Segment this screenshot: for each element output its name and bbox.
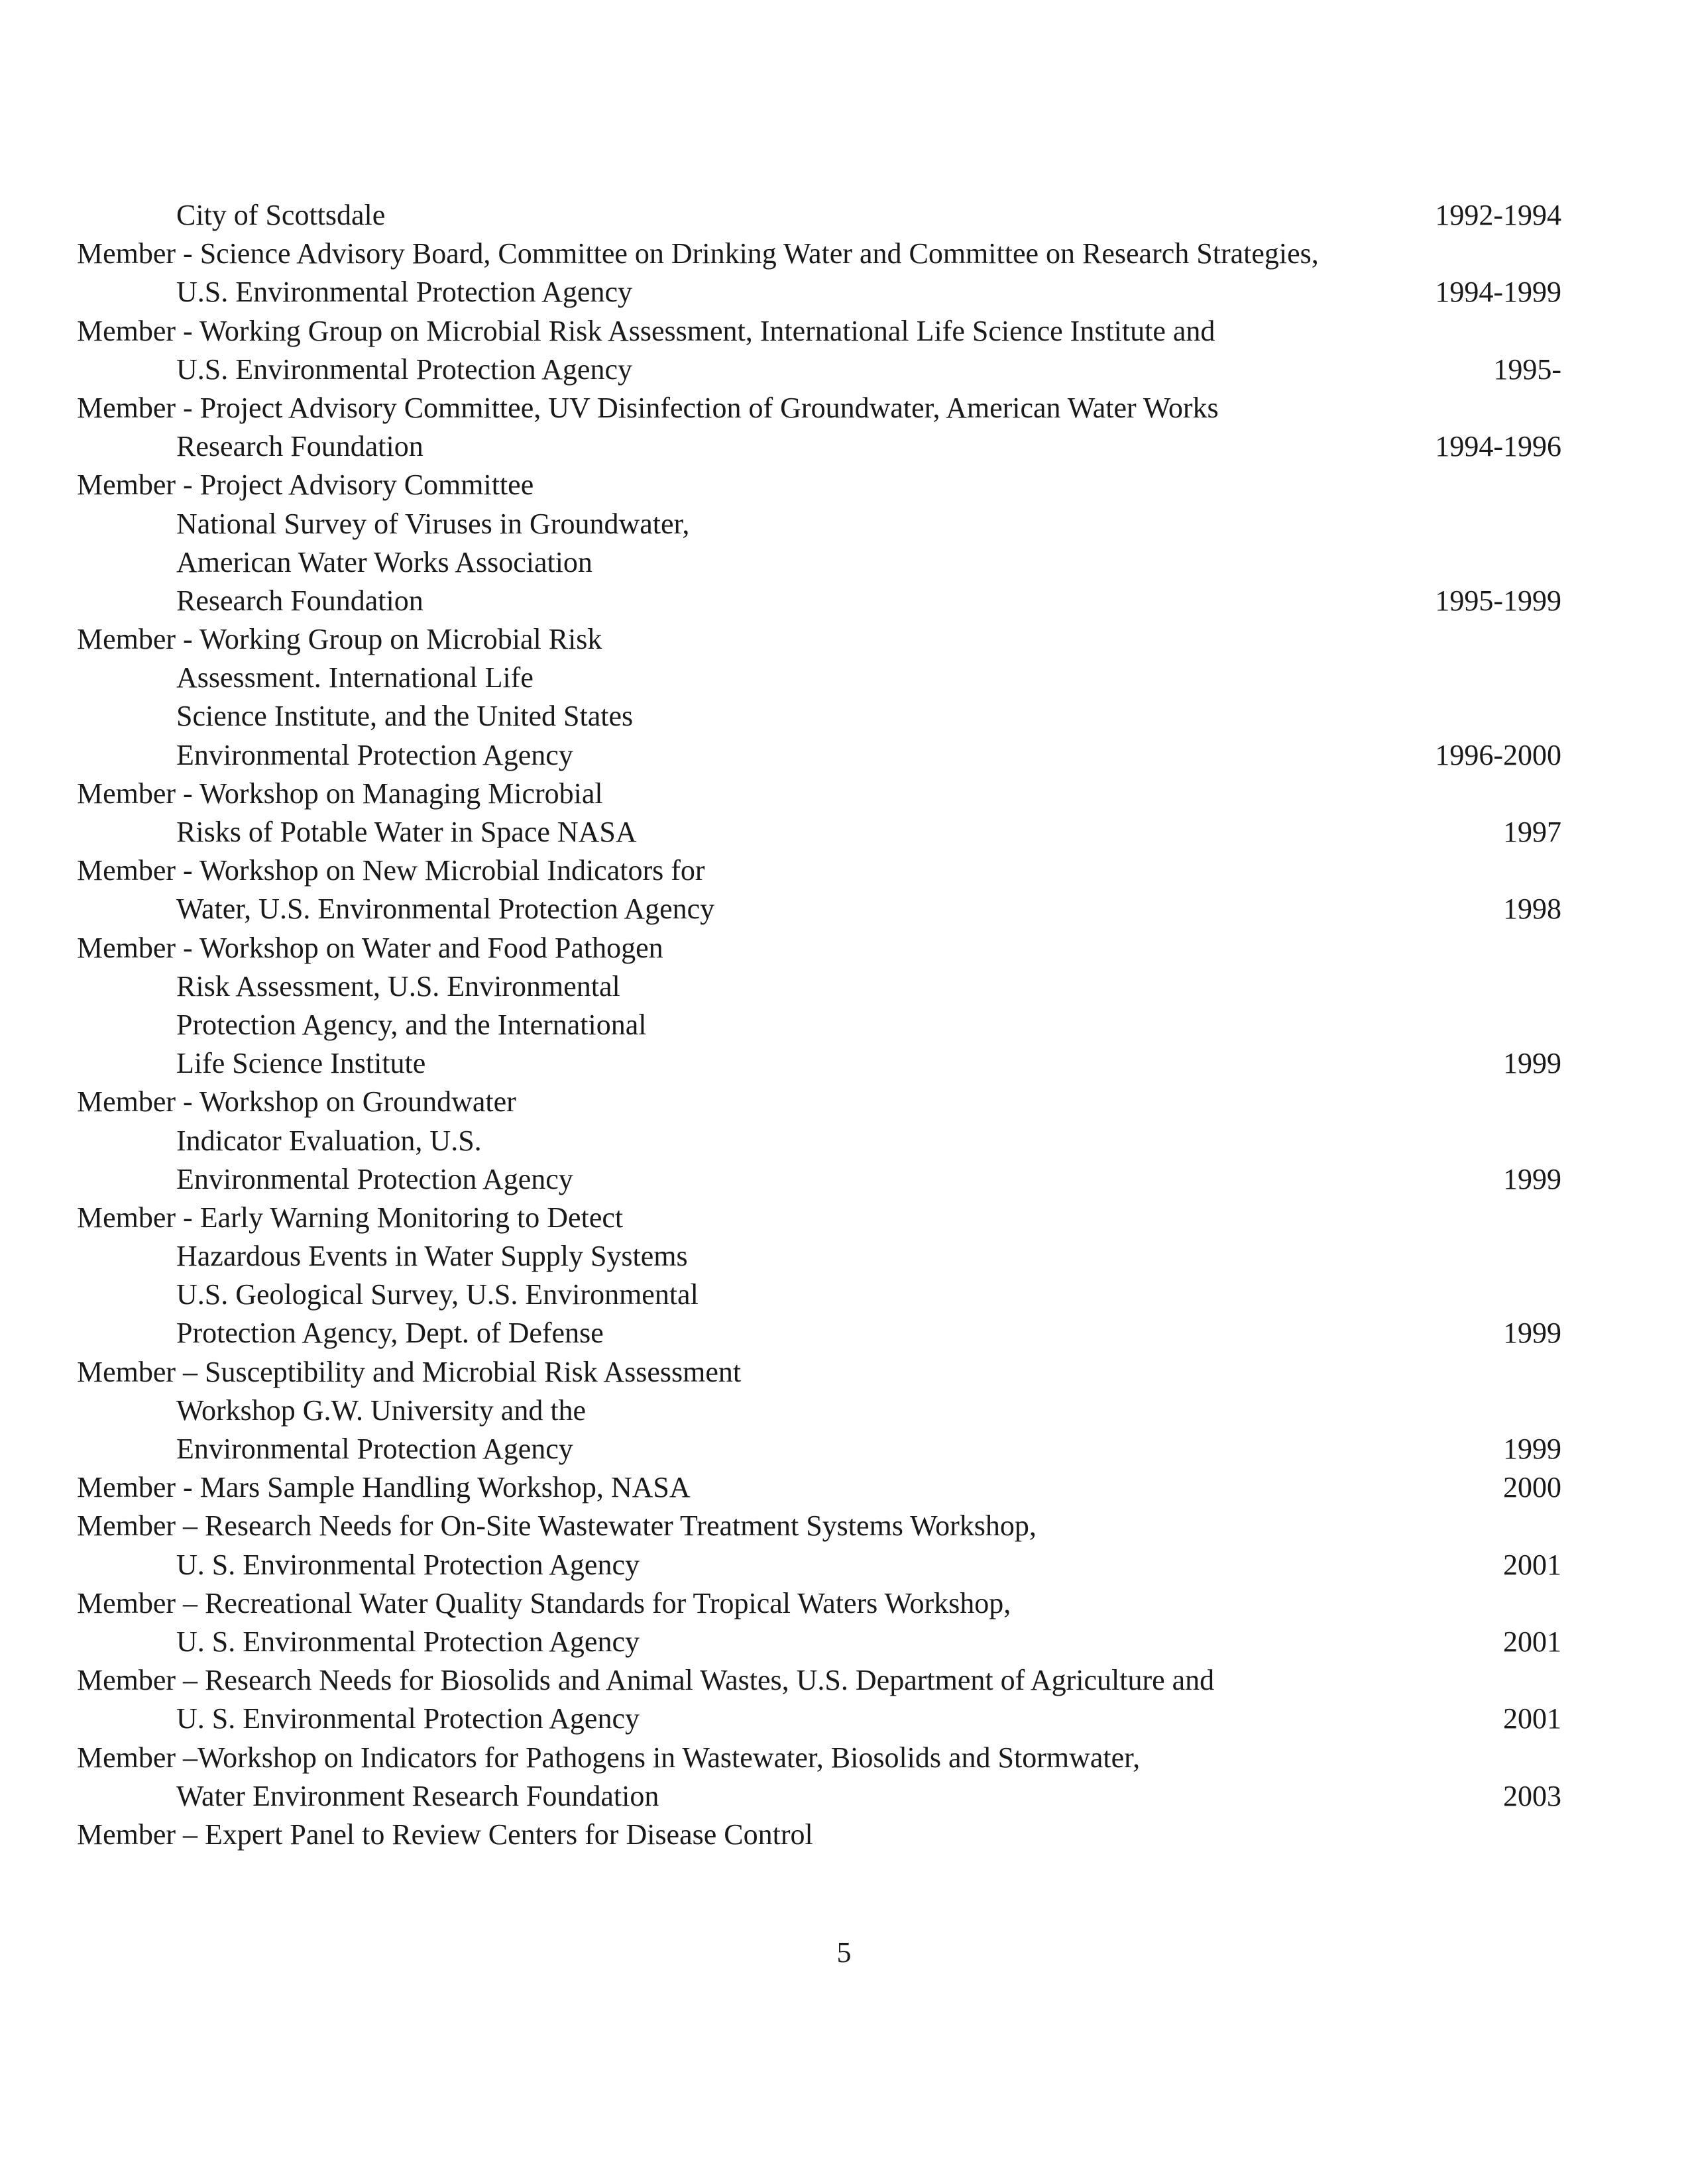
entry-text: Science Institute, and the United States	[176, 700, 634, 733]
entry-continuation-line	[77, 427, 1561, 466]
entry-line	[77, 466, 1561, 504]
entry-continuation-line	[77, 1006, 1561, 1044]
entry-text: Member – Research Needs for Biosolids and Animal Wastes, U.S. Department of Agriculture and	[77, 1664, 1215, 1697]
entry-continuation-line	[77, 1276, 1561, 1314]
service-list	[77, 196, 1561, 1854]
entry-line	[77, 1468, 1561, 1507]
entry-text: Indicator Evaluation, U.S.	[176, 1124, 482, 1157]
entry-year: 1994-1996	[1435, 430, 1561, 463]
entry-continuation-line	[77, 1160, 1561, 1199]
entry-continuation-line	[77, 736, 1561, 775]
entry-text: Member - Workshop on Water and Food Pathogen	[77, 931, 663, 964]
entry-year: 1994-1999	[1435, 276, 1561, 309]
entry-continuation-line	[77, 1122, 1561, 1160]
entry-text: Workshop G.W. University and the	[176, 1393, 587, 1427]
entry-text: Member - Early Warning Monitoring to Detect	[77, 1201, 624, 1234]
entry-continuation-line	[77, 1777, 1561, 1816]
entry-line	[77, 312, 1561, 351]
entry-line	[77, 1816, 1561, 1854]
entry-text: City of Scottsdale	[176, 199, 386, 231]
entry-text: Research Foundation	[176, 584, 423, 617]
entry-text: National Survey of Viruses in Groundwater,	[176, 507, 690, 540]
entry-text: Member – Expert Panel to Review Centers for Disease Control	[77, 1818, 813, 1851]
entry-text: Member - Working Group on Microbial Risk Assessment, International Life Science Institute and	[77, 314, 1215, 347]
entry-year: 2001	[1503, 1625, 1561, 1658]
entry-text: Protection Agency, Dept. of Defense	[176, 1317, 604, 1350]
entry-text: Environmental Protection Agency	[176, 738, 573, 771]
entry-text: U. S. Environmental Protection Agency	[176, 1702, 640, 1735]
entry-continuation-line	[77, 659, 1561, 697]
entry-text: Hazardous Events in Water Supply Systems	[176, 1240, 688, 1273]
entry-continuation-line	[77, 1392, 1561, 1430]
entry-continuation-line	[77, 543, 1561, 582]
entry-continuation-line	[77, 1623, 1561, 1661]
entry-line	[77, 389, 1561, 427]
entry-line	[77, 1584, 1561, 1623]
entry-line	[77, 235, 1561, 273]
entry-text: Protection Agency, and the International	[176, 1008, 647, 1041]
entry-text: U. S. Environmental Protection Agency	[176, 1625, 640, 1658]
entry-line	[77, 1507, 1561, 1545]
entry-year: 1995-	[1493, 353, 1561, 386]
entry-year: 1992-1994	[1435, 199, 1561, 231]
entry-continuation-line	[77, 1546, 1561, 1584]
entry-text: Member - Working Group on Microbial Risk	[77, 623, 602, 656]
entry-line	[77, 1083, 1561, 1121]
entry-continuation-line	[77, 582, 1561, 620]
entry-text: Member - Project Advisory Committee	[77, 468, 534, 502]
entry-line	[77, 1199, 1561, 1237]
entry-text: Member - Workshop on New Microbial Indicators for	[77, 854, 705, 887]
entry-text: Life Science Institute	[176, 1047, 426, 1080]
entry-text: Member - Science Advisory Board, Committee on Drinking Water and Committee on Research Strategies,	[77, 237, 1319, 270]
entry-text: Member – Susceptibility and Microbial Risk Assessment	[77, 1355, 742, 1388]
entry-text: Research Foundation	[176, 430, 423, 463]
entry-continuation-line	[77, 967, 1561, 1006]
entry-continuation-line	[77, 890, 1561, 928]
entry-text: Risk Assessment, U.S. Environmental	[176, 969, 620, 1003]
entry-year: 1995-1999	[1435, 584, 1561, 617]
entry-text: Environmental Protection Agency	[176, 1162, 573, 1195]
entry-continuation-line	[77, 697, 1561, 736]
entry-year: 1999	[1503, 1317, 1561, 1350]
entry-line	[77, 775, 1561, 813]
entry-continuation-line	[77, 813, 1561, 851]
entry-continuation-line	[77, 1700, 1561, 1738]
entry-continuation-line	[77, 1044, 1561, 1083]
entry-text: American Water Works Association	[176, 545, 592, 578]
entry-text: Environmental Protection Agency	[176, 1433, 573, 1465]
entry-line	[77, 1661, 1561, 1700]
entry-line	[77, 851, 1561, 890]
entry-year: 2003	[1503, 1779, 1561, 1812]
entry-line	[77, 929, 1561, 967]
entry-year: 2001	[1503, 1702, 1561, 1735]
entry-text: Water Environment Research Foundation	[176, 1779, 659, 1812]
entry-text: U. S. Environmental Protection Agency	[176, 1548, 640, 1581]
entry-line	[77, 1739, 1561, 1777]
entry-line	[77, 620, 1561, 659]
entry-text: Assessment. International Life	[176, 661, 534, 694]
entry-continuation-line	[77, 1314, 1561, 1352]
entry-continuation-line	[77, 196, 1561, 235]
entry-text: Water, U.S. Environmental Protection Agency	[176, 893, 715, 926]
entry-text: Risks of Potable Water in Space NASA	[176, 816, 637, 848]
entry-continuation-line	[77, 1237, 1561, 1276]
entry-year: 1999	[1503, 1162, 1561, 1195]
entry-text: U.S. Geological Survey, U.S. Environmental	[176, 1278, 699, 1311]
entry-year: 1999	[1503, 1047, 1561, 1080]
entry-text: U.S. Environmental Protection Agency	[176, 353, 632, 386]
entry-text: Member - Workshop on Managing Microbial	[77, 777, 603, 810]
entry-text: Member – Research Needs for On-Site Wastewater Treatment Systems Workshop,	[77, 1509, 1037, 1543]
entry-text: Member - Project Advisory Committee, UV Disinfection of Groundwater, American Water Works	[77, 391, 1219, 424]
entry-continuation-line	[77, 505, 1561, 543]
entry-continuation-line	[77, 1430, 1561, 1468]
entry-continuation-line	[77, 273, 1561, 311]
entry-year: 1997	[1503, 816, 1561, 848]
entry-text: Member – Recreational Water Quality Standards for Tropical Waters Workshop,	[77, 1586, 1011, 1619]
entry-text: Member –Workshop on Indicators for Pathogens in Wastewater, Biosolids and Stormwater,	[77, 1741, 1141, 1774]
entry-continuation-line	[77, 351, 1561, 389]
entry-year: 1998	[1503, 893, 1561, 926]
entry-text: Member - Mars Sample Handling Workshop, NASA	[77, 1471, 691, 1504]
entry-year: 2001	[1503, 1548, 1561, 1581]
entry-year: 1999	[1503, 1433, 1561, 1465]
entry-line	[77, 1353, 1561, 1392]
entry-year: 2000	[1503, 1471, 1561, 1504]
entry-text: Member - Workshop on Groundwater	[77, 1085, 516, 1119]
entry-year: 1996-2000	[1435, 738, 1561, 771]
entry-text: U.S. Environmental Protection Agency	[176, 276, 632, 309]
page-number: 5	[836, 1936, 852, 1969]
